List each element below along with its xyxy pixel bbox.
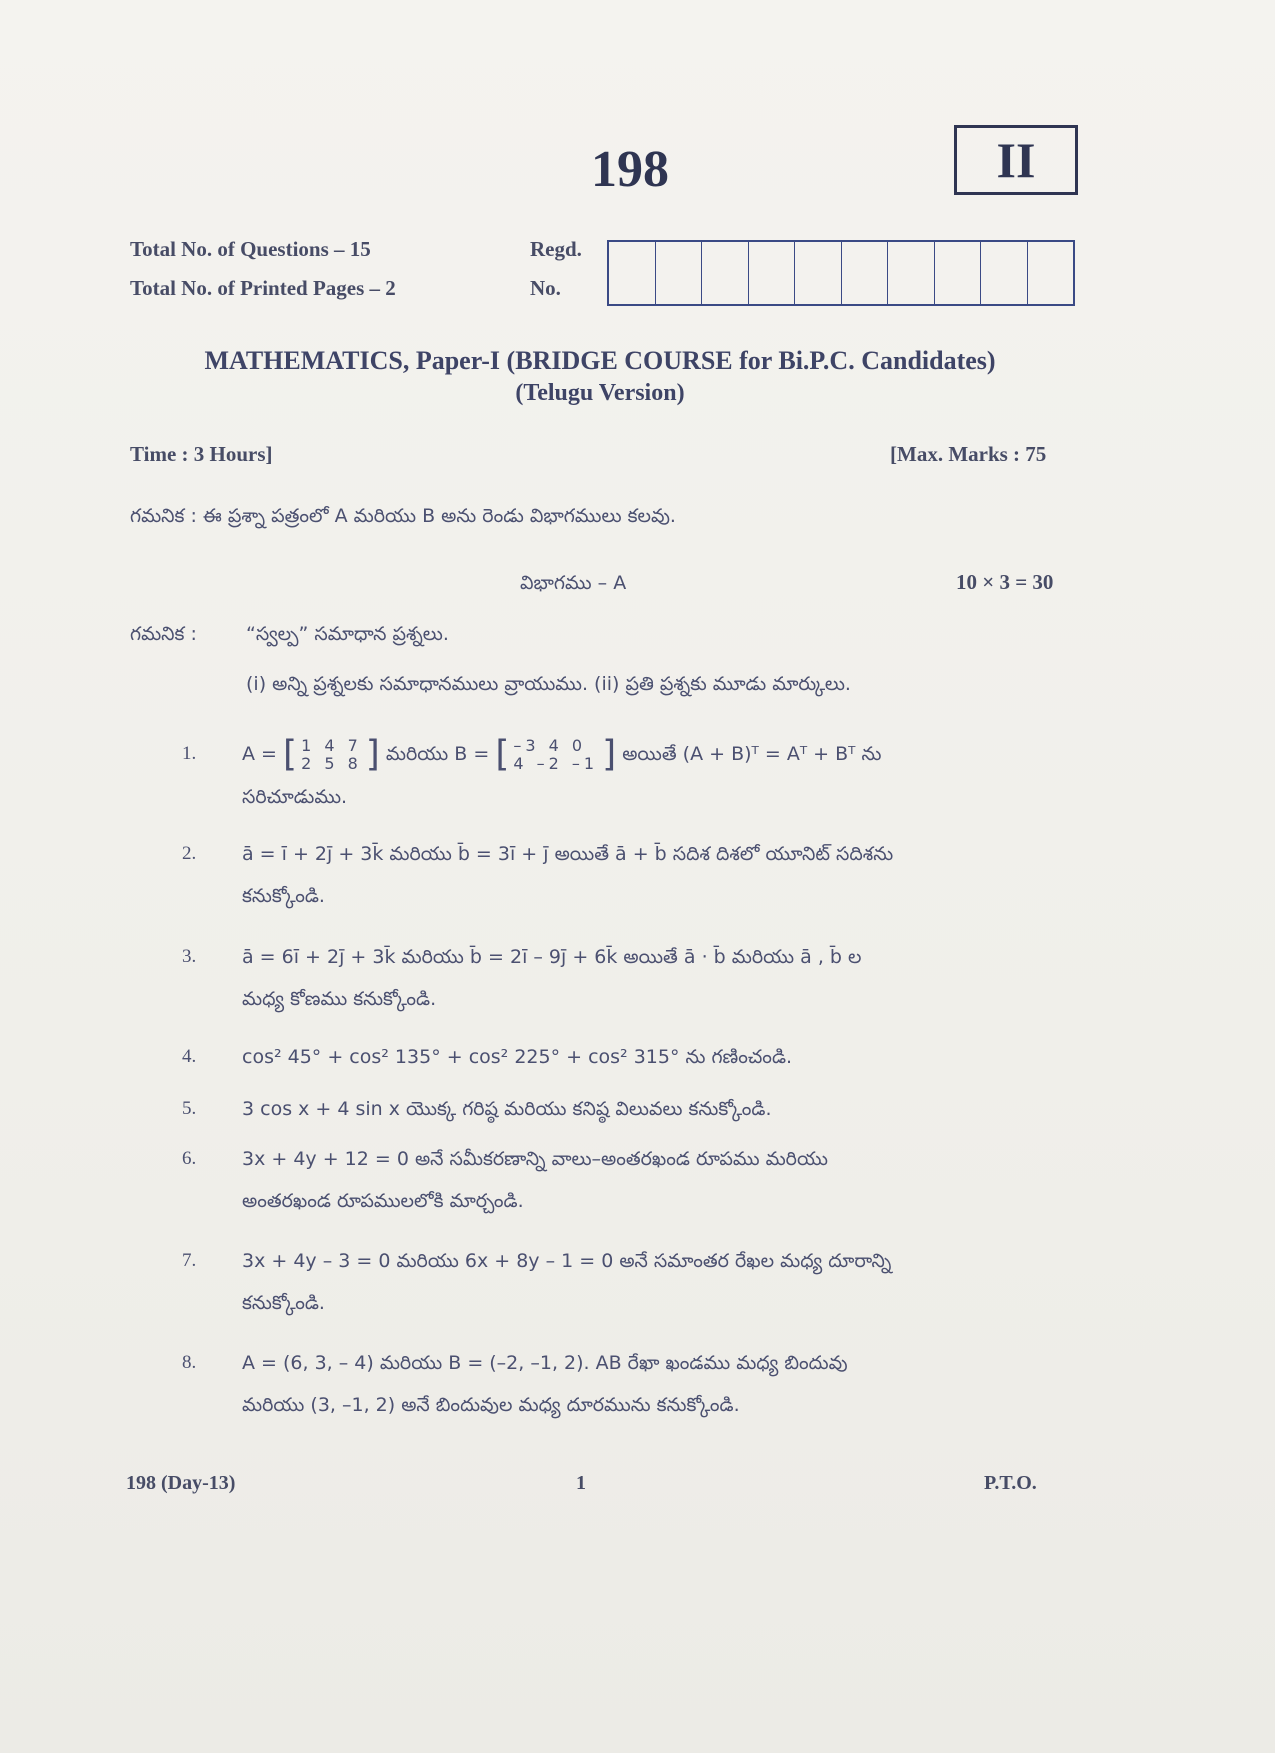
question-8: A = (6, 3, – 4) మరియు B = (–2, –1, 2). AB రేఖా ఖండము మధ్య బిందువు మరియు (3, –1, 2) అనే బిందువుల మధ్య దూరమును కనుక్కోండి. (242, 1352, 848, 1416)
question-2: ā = ī + 2j̄ + 3k̄ మరియు b̄ = 3ī + j̄ అయితే ā + b̄ సదిశ దిశలో యూనిట్ సదిశను కనుక్కోండి. (242, 843, 894, 907)
section-instructions: (i) అన్ని ప్రశ్నలకు సమాధానములు వ్రాయుము. (ii) ప్రతి ప్రశ్నకు మూడు మార్కులు. (246, 673, 851, 695)
regd-number-boxes (607, 240, 1075, 306)
page-number: 1 (576, 1472, 586, 1494)
regd-cell (1028, 242, 1074, 304)
regd-cell (609, 242, 656, 304)
regd-cell (888, 242, 935, 304)
question-4: cos² 45° + cos² 135° + cos² 225° + cos² 315° ను గణించండి. (242, 1046, 793, 1068)
regd-no-label: No. (530, 276, 561, 300)
paper-number-box: II (954, 125, 1078, 195)
regd-cell (935, 242, 982, 304)
q1-pre: A = (242, 743, 277, 765)
question-5: 3 cos x + 4 sin x యొక్క గరిష్ఠ మరియు కనిష్ఠ విలువలు కనుక్కోండి. (242, 1098, 772, 1120)
regd-label: Regd. (530, 237, 582, 261)
question-number: 6. (182, 1148, 197, 1169)
matrix-b: –3 4 0 4 –2 –1 (513, 735, 599, 773)
section-marks: 10 × 3 = 30 (956, 570, 1054, 594)
pto-label: P.T.O. (984, 1472, 1037, 1494)
section-heading: విభాగము – A (520, 572, 627, 594)
question-number: 1. (182, 743, 197, 764)
total-questions: Total No. of Questions – 15 (130, 237, 371, 261)
exam-subtitle: (Telugu Version) (515, 380, 685, 406)
regd-cell (749, 242, 796, 304)
regd-cell (981, 242, 1028, 304)
general-note: గమనిక : ఈ ప్రశ్నా పత్రంలో A మరియు B అను రెండు విభాగములు కలవు. (130, 505, 676, 527)
total-pages: Total No. of Printed Pages – 2 (130, 276, 396, 300)
regd-cell (795, 242, 842, 304)
question-number: 4. (182, 1046, 197, 1067)
regd-cell (702, 242, 749, 304)
exam-title: MATHEMATICS, Paper-I (BRIDGE COURSE for Bi.P.C. Candidates) (204, 346, 996, 375)
question-3: ā = 6ī + 2j̄ + 3k̄ మరియు b̄ = 2ī – 9j̄ + 6k̄ అయితే ā · b̄ మరియు ā , b̄ ల మధ్య కోణము కనుక్కోండి. (242, 946, 862, 1010)
q1-mid: మరియు B = (385, 743, 490, 765)
footer-code: 198 (Day-13) (126, 1472, 236, 1494)
q1-post: అయితే (A + B)ᵀ = Aᵀ + Bᵀ ను (622, 743, 882, 765)
time-label: Time : 3 Hours] (130, 442, 273, 466)
question-number: 8. (182, 1352, 197, 1373)
paper-code: 198 (591, 141, 669, 198)
question-number: 3. (182, 946, 197, 967)
question-number: 5. (182, 1098, 197, 1119)
regd-cell (842, 242, 889, 304)
matrix-a: 1 4 7 2 5 8 (301, 735, 362, 773)
max-marks-label: [Max. Marks : 75 (890, 442, 1047, 466)
section-note-label: గమనిక : (130, 623, 197, 645)
section-note-text: “స్వల్ప” సమాధాన ప్రశ్నలు. (246, 623, 449, 645)
q1-line2: సరిచూడుము. (242, 785, 348, 808)
question-number: 2. (182, 843, 197, 864)
question-number: 7. (182, 1250, 197, 1271)
question-1: A = [ 1 4 7 2 5 8 ] మరియు B = [ –3 4 0 4 –2 –1 ] అయితే (A + B)ᵀ = Aᵀ + Bᵀ ను సరిచూడుము. (242, 733, 1072, 818)
question-6: 3x + 4y + 12 = 0 అనే సమీకరణాన్ని వాలు–అంతరఖండ రూపము మరియు అంతరఖండ రూపములలోకి మార్చండి. (242, 1148, 828, 1212)
regd-cell (656, 242, 703, 304)
question-7: 3x + 4y – 3 = 0 మరియు 6x + 8y – 1 = 0 అనే సమాంతర రేఖల మధ్య దూరాన్ని కనుక్కోండి. (242, 1250, 892, 1314)
